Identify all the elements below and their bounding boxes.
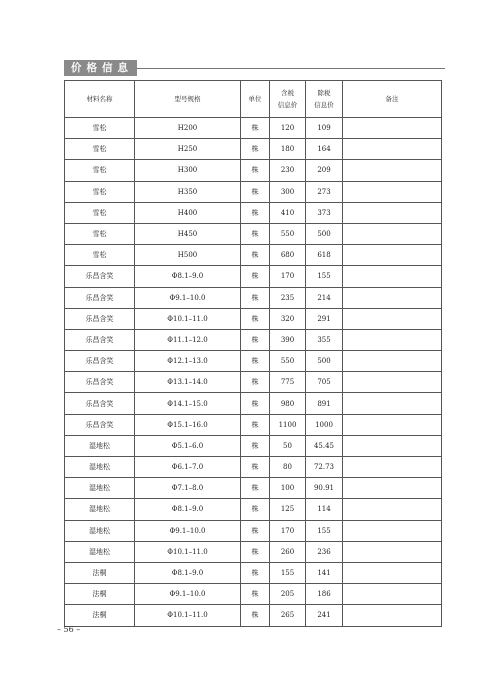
table-row	[65, 393, 442, 414]
cell-unit: 株	[241, 393, 270, 414]
cell-unit: 株	[241, 478, 270, 499]
cell-material-name: 法桐	[65, 605, 135, 626]
cell-notax-price: 72.73	[306, 457, 343, 478]
cell-notax-price: 500	[306, 223, 343, 244]
cell-model-spec: Φ10.1–11.0	[135, 605, 241, 626]
header-tax-price-line2: 信息价	[277, 101, 298, 109]
cell-model-spec: H350	[135, 181, 241, 202]
cell-material-name: 乐昌含笑	[65, 414, 135, 435]
cell-note	[343, 393, 442, 414]
table-row	[65, 202, 442, 223]
table-row	[65, 181, 442, 202]
cell-material-name: 乐昌含笑	[65, 372, 135, 393]
cell-unit: 株	[241, 414, 270, 435]
cell-note	[343, 202, 442, 223]
cell-model-spec: Φ14.1–15.0	[135, 393, 241, 414]
cell-model-spec: H500	[135, 245, 241, 266]
table-row	[65, 520, 442, 541]
cell-unit: 株	[241, 245, 270, 266]
cell-model-spec: Φ12.1–13.0	[135, 351, 241, 372]
cell-tax-price: 120	[270, 118, 306, 139]
cell-note	[343, 181, 442, 202]
cell-unit: 株	[241, 520, 270, 541]
cell-model-spec: H400	[135, 202, 241, 223]
cell-notax-price: 291	[306, 308, 343, 329]
cell-tax-price: 320	[270, 308, 306, 329]
cell-material-name: 雪松	[65, 181, 135, 202]
cell-tax-price: 550	[270, 223, 306, 244]
cell-notax-price: 114	[306, 499, 343, 520]
table-row	[65, 245, 442, 266]
cell-notax-price: 500	[306, 351, 343, 372]
cell-note	[343, 562, 442, 583]
cell-notax-price: 355	[306, 329, 343, 350]
cell-unit: 株	[241, 351, 270, 372]
header-model-spec: 型号规格	[135, 81, 241, 118]
cell-material-name: 雪松	[65, 202, 135, 223]
cell-notax-price: 45.45	[306, 435, 343, 456]
cell-notax-price: 141	[306, 562, 343, 583]
cell-note	[343, 266, 442, 287]
header-note: 备注	[343, 81, 442, 118]
cell-material-name: 乐昌含笑	[65, 266, 135, 287]
cell-material-name: 法桐	[65, 584, 135, 605]
table-row	[65, 435, 442, 456]
cell-tax-price: 205	[270, 584, 306, 605]
cell-material-name: 湿地松	[65, 478, 135, 499]
cell-tax-price: 170	[270, 266, 306, 287]
cell-notax-price: 155	[306, 266, 343, 287]
table-row	[65, 139, 442, 160]
table-row	[65, 160, 442, 181]
cell-model-spec: H300	[135, 160, 241, 181]
cell-tax-price: 775	[270, 372, 306, 393]
table-row	[65, 287, 442, 308]
cell-notax-price: 155	[306, 520, 343, 541]
cell-notax-price: 273	[306, 181, 343, 202]
header-unit: 单位	[241, 81, 270, 118]
cell-tax-price: 80	[270, 457, 306, 478]
cell-note	[343, 499, 442, 520]
cell-unit: 株	[241, 329, 270, 350]
cell-note	[343, 351, 442, 372]
cell-note	[343, 139, 442, 160]
cell-note	[343, 457, 442, 478]
cell-model-spec: Φ10.1–11.0	[135, 308, 241, 329]
cell-model-spec: Φ9.1–10.0	[135, 520, 241, 541]
table-row	[65, 584, 442, 605]
cell-notax-price: 236	[306, 541, 343, 562]
cell-material-name: 乐昌含笑	[65, 393, 135, 414]
cell-unit: 株	[241, 372, 270, 393]
cell-notax-price: 241	[306, 605, 343, 626]
header-tax-price-line1: 含税	[281, 89, 294, 97]
cell-unit: 株	[241, 287, 270, 308]
cell-model-spec: Φ11.1–12.0	[135, 329, 241, 350]
cell-model-spec: Φ9.1–10.0	[135, 584, 241, 605]
cell-unit: 株	[241, 435, 270, 456]
table-row	[65, 605, 442, 626]
cell-model-spec: Φ15.1–16.0	[135, 414, 241, 435]
cell-notax-price: 164	[306, 139, 343, 160]
cell-unit: 株	[241, 223, 270, 244]
cell-note	[343, 605, 442, 626]
cell-notax-price: 891	[306, 393, 343, 414]
table-row	[65, 414, 442, 435]
table-row	[65, 223, 442, 244]
cell-unit: 株	[241, 118, 270, 139]
cell-note	[343, 118, 442, 139]
cell-note	[343, 329, 442, 350]
cell-notax-price: 109	[306, 118, 343, 139]
cell-model-spec: Φ9.1–10.0	[135, 287, 241, 308]
cell-notax-price: 705	[306, 372, 343, 393]
cell-unit: 株	[241, 308, 270, 329]
cell-note	[343, 223, 442, 244]
section-title: 价格信息	[64, 60, 137, 76]
cell-unit: 株	[241, 457, 270, 478]
cell-tax-price: 410	[270, 202, 306, 223]
table-row	[65, 372, 442, 393]
header-notax-price-line2: 信息价	[314, 101, 334, 109]
cell-note	[343, 520, 442, 541]
cell-tax-price: 230	[270, 160, 306, 181]
cell-tax-price: 300	[270, 181, 306, 202]
table-row	[65, 562, 442, 583]
cell-tax-price: 100	[270, 478, 306, 499]
cell-model-spec: H200	[135, 118, 241, 139]
header-notax-price	[306, 81, 343, 118]
cell-unit: 株	[241, 541, 270, 562]
cell-note	[343, 245, 442, 266]
cell-model-spec: Φ10.1–11.0	[135, 541, 241, 562]
cell-unit: 株	[241, 202, 270, 223]
cell-model-spec: H250	[135, 139, 241, 160]
cell-material-name: 雪松	[65, 160, 135, 181]
cell-notax-price: 214	[306, 287, 343, 308]
cell-notax-price: 209	[306, 160, 343, 181]
cell-notax-price: 1000	[306, 414, 343, 435]
cell-tax-price: 50	[270, 435, 306, 456]
cell-tax-price: 680	[270, 245, 306, 266]
cell-unit: 株	[241, 605, 270, 626]
cell-tax-price: 980	[270, 393, 306, 414]
cell-unit: 株	[241, 562, 270, 583]
cell-tax-price: 1100	[270, 414, 306, 435]
cell-model-spec: Φ6.1–7.0	[135, 457, 241, 478]
cell-note	[343, 414, 442, 435]
cell-tax-price: 125	[270, 499, 306, 520]
cell-model-spec: Φ8.1–9.0	[135, 562, 241, 583]
cell-note	[343, 478, 442, 499]
table-header-row	[65, 81, 442, 118]
price-table	[64, 80, 442, 627]
table-row	[65, 308, 442, 329]
cell-unit: 株	[241, 266, 270, 287]
cell-material-name: 雪松	[65, 223, 135, 244]
cell-model-spec: Φ13.1–14.0	[135, 372, 241, 393]
cell-tax-price: 390	[270, 329, 306, 350]
cell-material-name: 湿地松	[65, 520, 135, 541]
header-material-name: 材料名称	[65, 81, 135, 118]
table-row	[65, 351, 442, 372]
cell-model-spec: Φ8.1–9.0	[135, 499, 241, 520]
section-divider	[137, 68, 445, 69]
cell-note	[343, 160, 442, 181]
cell-material-name: 湿地松	[65, 457, 135, 478]
cell-unit: 株	[241, 139, 270, 160]
table-row	[65, 118, 442, 139]
cell-material-name: 乐昌含笑	[65, 351, 135, 372]
cell-unit: 株	[241, 499, 270, 520]
table-row	[65, 478, 442, 499]
table-row	[65, 541, 442, 562]
cell-material-name: 湿地松	[65, 499, 135, 520]
cell-tax-price: 180	[270, 139, 306, 160]
cell-tax-price: 550	[270, 351, 306, 372]
cell-material-name: 雪松	[65, 245, 135, 266]
cell-tax-price: 155	[270, 562, 306, 583]
cell-note	[343, 541, 442, 562]
cell-unit: 株	[241, 584, 270, 605]
cell-note	[343, 584, 442, 605]
cell-material-name: 乐昌含笑	[65, 308, 135, 329]
cell-material-name: 雪松	[65, 118, 135, 139]
cell-tax-price: 260	[270, 541, 306, 562]
cell-material-name: 乐昌含笑	[65, 329, 135, 350]
cell-tax-price: 265	[270, 605, 306, 626]
cell-unit: 株	[241, 160, 270, 181]
cell-model-spec: Φ7.1–8.0	[135, 478, 241, 499]
cell-notax-price: 186	[306, 584, 343, 605]
cell-unit: 株	[241, 181, 270, 202]
table-row	[65, 266, 442, 287]
cell-tax-price: 235	[270, 287, 306, 308]
cell-material-name: 乐昌含笑	[65, 287, 135, 308]
cell-note	[343, 287, 442, 308]
table-row	[65, 329, 442, 350]
section-header	[64, 60, 445, 76]
cell-note	[343, 372, 442, 393]
cell-notax-price: 373	[306, 202, 343, 223]
cell-note	[343, 435, 442, 456]
cell-material-name: 雪松	[65, 139, 135, 160]
table-row	[65, 457, 442, 478]
cell-model-spec: Φ8.1–9.0	[135, 266, 241, 287]
cell-notax-price: 618	[306, 245, 343, 266]
cell-tax-price: 170	[270, 520, 306, 541]
cell-notax-price: 90.91	[306, 478, 343, 499]
cell-model-spec: H450	[135, 223, 241, 244]
cell-material-name: 湿地松	[65, 541, 135, 562]
header-tax-price	[270, 81, 306, 118]
table-row	[65, 499, 442, 520]
cell-note	[343, 308, 442, 329]
table-body	[65, 118, 442, 627]
page-number: – 56 –	[57, 625, 81, 634]
header-notax-price-line1: 除税	[317, 89, 331, 97]
cell-material-name: 法桐	[65, 562, 135, 583]
cell-model-spec: Φ5.1–6.0	[135, 435, 241, 456]
cell-material-name: 湿地松	[65, 435, 135, 456]
